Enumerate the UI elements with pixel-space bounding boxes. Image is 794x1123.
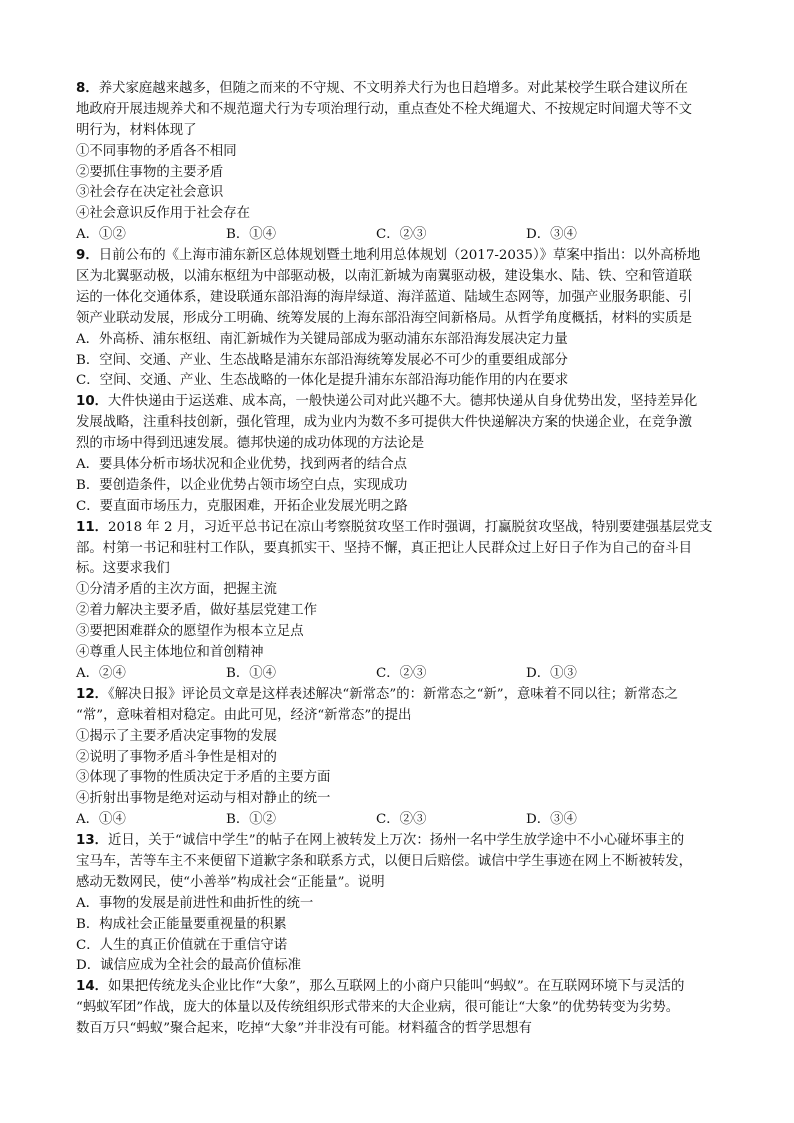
question-stem-text: 大件快递由于运送难、成本高，一般快递公司对此兴趣不大。德邦快递从自身优势出发，坚持差异化 bbox=[108, 394, 698, 410]
answer-choice[interactable]: B．①② bbox=[226, 812, 277, 828]
question-stem-text: “常”，意味着相对稳定。由此可见，经济“新常态”的提出 bbox=[76, 707, 412, 723]
question-stem-line bbox=[76, 977, 726, 998]
question-stem-line bbox=[76, 100, 726, 121]
statement-item: ①揭示了主要矛盾决定事物的发展 bbox=[76, 728, 277, 744]
statement-item: ①不同事物的矛盾各不相同 bbox=[76, 143, 237, 159]
answer-choice[interactable]: D．①③ bbox=[526, 665, 577, 681]
question-stem-text: 日前公布的《上海市浦东新区总体规划暨土地利用总体规划（2017-2035）》草案中指出：以外高桥地 bbox=[98, 248, 701, 264]
question-stem-text: 领产业联动发展，形成分工明确、统筹发展的上海东部沿海空间新格局。从哲学角度概括，材料的实质是 bbox=[76, 310, 692, 326]
answer-choice[interactable]: A．②④ bbox=[76, 665, 126, 681]
answer-choice[interactable]: C．②③ bbox=[376, 665, 427, 681]
question-stem-line bbox=[76, 267, 726, 288]
answer-choice[interactable]: D．③④ bbox=[526, 812, 577, 828]
question-number: 9． bbox=[76, 248, 99, 264]
question-stem-line bbox=[76, 831, 726, 852]
question-number: 10． bbox=[76, 394, 109, 410]
statement-item: ③社会存在决定社会意识 bbox=[76, 185, 224, 201]
answer-option[interactable]: C．空间、交通、产业、生态战略的一体化是提升浦东东部沿海功能作用的内在要求 bbox=[76, 373, 569, 389]
question-stem-line bbox=[76, 559, 726, 580]
question-stem-text: 《解决日报》评论员文章是这样表述解决“新常态”的：新常态之“新”，意味着不同以往；新常态之 bbox=[108, 686, 678, 702]
question-14 bbox=[76, 977, 726, 1040]
answer-choice[interactable]: C．②③ bbox=[376, 227, 427, 243]
question-stem-line bbox=[76, 309, 726, 330]
answer-option[interactable]: A．事物的发展是前进性和曲折性的统一 bbox=[76, 895, 314, 911]
question-stem-line bbox=[76, 79, 726, 100]
question-stem-text: “蚂蚁军团”作战，庞大的体量以及传统组织形式带来的大企业病，很可能让“大象”的优势转变为劣势。 bbox=[76, 1000, 680, 1016]
statement-item: ④社会意识反作用于社会存在 bbox=[76, 206, 251, 222]
answer-option[interactable]: A．外高桥、浦东枢纽、南汇新城作为关键局部成为驱动浦东东部沿海发展决定力量 bbox=[76, 331, 568, 347]
answer-choices bbox=[76, 810, 726, 831]
answer-choice[interactable]: C．②③ bbox=[376, 812, 427, 828]
question-stem-line bbox=[76, 685, 726, 706]
question-10 bbox=[76, 392, 726, 517]
question-stem-line bbox=[76, 434, 726, 455]
question-stem-line bbox=[76, 288, 726, 309]
statement-item: ④尊重人民主体地位和首创精神 bbox=[76, 645, 264, 661]
answer-choices bbox=[76, 664, 726, 685]
question-stem-line bbox=[76, 539, 726, 560]
answer-choice[interactable]: B．①④ bbox=[226, 227, 277, 243]
question-stem-text: 数百万只“蚂蚁”聚合起来，吃掉“大象”并非没有可能。材料蕴含的哲学思想有 bbox=[76, 1021, 532, 1037]
answer-option[interactable]: B．构成社会正能量要重视量的积累 bbox=[76, 916, 287, 932]
question-stem-line bbox=[76, 873, 726, 894]
statement-item: ②着力解决主要矛盾，做好基层党建工作 bbox=[76, 603, 318, 619]
question-13 bbox=[76, 831, 726, 977]
question-stem-line bbox=[76, 998, 726, 1019]
statement-item: ③要把困难群众的愿望作为根本立足点 bbox=[76, 624, 304, 640]
question-stem-text: 感动无数网民，使“小善举”构成社会“正能量”。说明 bbox=[76, 874, 385, 890]
answer-option[interactable]: C．要直面市场压力，克服困难，开拓企业发展光明之路 bbox=[76, 498, 408, 514]
question-stem-text: 养犬家庭越来越多，但随之而来的不守规、不文明养犬行为也日趋增多。对此某校学生联合建议所在 bbox=[98, 81, 688, 96]
question-stem-text: 部。村第一书记和驻村工作队，要真抓实干、坚持不懈，真正把让人民群众过上好日子作为自己的奋斗目 bbox=[76, 540, 692, 556]
question-stem-text: 2018 年 2 月，习近平总书记在凉山考察脱贫攻坚工作时强调，打赢脱贫攻坚战，特别要建强基层党支 bbox=[108, 519, 713, 535]
answer-choice[interactable]: B．①④ bbox=[226, 665, 277, 681]
question-stem-line bbox=[76, 246, 726, 267]
statement-item: ③体现了事物的性质决定于矛盾的主要方面 bbox=[76, 770, 331, 786]
question-stem-text: 发展战略，注重科技创新，强化管理，成为业内为数不多可提供大件快递解决方案的快递企业，在竞争激 bbox=[76, 415, 692, 431]
question-8 bbox=[76, 79, 726, 246]
question-9 bbox=[76, 246, 726, 392]
question-stem-line bbox=[76, 852, 726, 873]
answer-choice[interactable]: A．①④ bbox=[76, 812, 126, 828]
question-stem-text: 近日，关于“诚信中学生”的帖子在网上被转发上万次：扬州一名中学生放学途中不小心碰坏事主的 bbox=[108, 833, 685, 849]
question-stem-text: 运的一体化交通体系，建设联通东部沿海的海岸绿道、海洋蓝道、陆域生态网等，加强产业服务职能、引 bbox=[76, 289, 692, 305]
question-number: 8． bbox=[76, 81, 99, 96]
question-stem-text: 如果把传统龙头企业比作“大象”，那么互联网上的小商户只能叫“蚂蚁”。在互联网环境下与灵活的 bbox=[108, 979, 685, 995]
statement-item: ①分清矛盾的主次方面，把握主流 bbox=[76, 582, 277, 598]
answer-option[interactable]: B．要创造条件，以企业优势占领市场空白点，实现成功 bbox=[76, 477, 408, 493]
question-stem-line bbox=[76, 392, 726, 413]
question-stem-text: 地政府开展违规养犬和不规范遛犬行为专项治理行动，重点查处不栓犬绳遛犬、不按规定时间遛犬等不文 bbox=[76, 101, 692, 117]
answer-option[interactable]: D．诚信应成为全社会的最高价值标准 bbox=[76, 958, 301, 974]
statement-item: ④折射出事物是绝对运动与相对静止的统一 bbox=[76, 791, 331, 807]
answer-option[interactable]: A．要具体分析市场状况和企业优势，找到两者的结合点 bbox=[76, 457, 408, 473]
question-stem-line bbox=[76, 413, 726, 434]
question-stem-line bbox=[76, 706, 726, 727]
answer-choices bbox=[76, 225, 726, 246]
exam-page bbox=[76, 79, 726, 1040]
question-stem-text: 烈的市场中得到迅速发展。德邦快递的成功体现的方法论是 bbox=[76, 436, 425, 452]
answer-option[interactable]: B．空间、交通、产业、生态战略是浦东东部沿海统筹发展必不可少的重要组成部分 bbox=[76, 352, 568, 368]
question-stem-line bbox=[76, 1019, 726, 1040]
answer-choice[interactable]: D．③④ bbox=[526, 227, 577, 243]
question-stem-text: 区为北翼驱动极，以浦东枢纽为中部驱动极，以南汇新城为南翼驱动极，建设集水、陆、铁、空和管道联 bbox=[76, 269, 692, 285]
answer-option[interactable]: C．人生的真正价值就在于重信守诺 bbox=[76, 937, 288, 953]
question-number: 11． bbox=[76, 519, 109, 535]
statement-item: ②说明了事物矛盾斗争性是相对的 bbox=[76, 749, 277, 765]
question-12 bbox=[76, 685, 726, 831]
question-stem-line bbox=[76, 518, 726, 539]
question-stem-text: 宝马车，苦等车主不来便留下道歉字条和联系方式，以便日后赔偿。诚信中学生事迹在网上不断被转发， bbox=[76, 853, 692, 869]
question-stem-text: 标。这要求我们 bbox=[76, 561, 170, 577]
question-number: 12． bbox=[76, 686, 109, 702]
answer-choice[interactable]: A．①② bbox=[76, 227, 126, 243]
statement-item: ②要抓住事物的主要矛盾 bbox=[76, 164, 224, 180]
question-number: 13． bbox=[76, 833, 109, 849]
question-number: 14． bbox=[76, 979, 109, 995]
question-11 bbox=[76, 518, 726, 685]
question-stem-text: 明行为，材料体现了 bbox=[76, 122, 197, 138]
question-stem-line bbox=[76, 121, 726, 142]
